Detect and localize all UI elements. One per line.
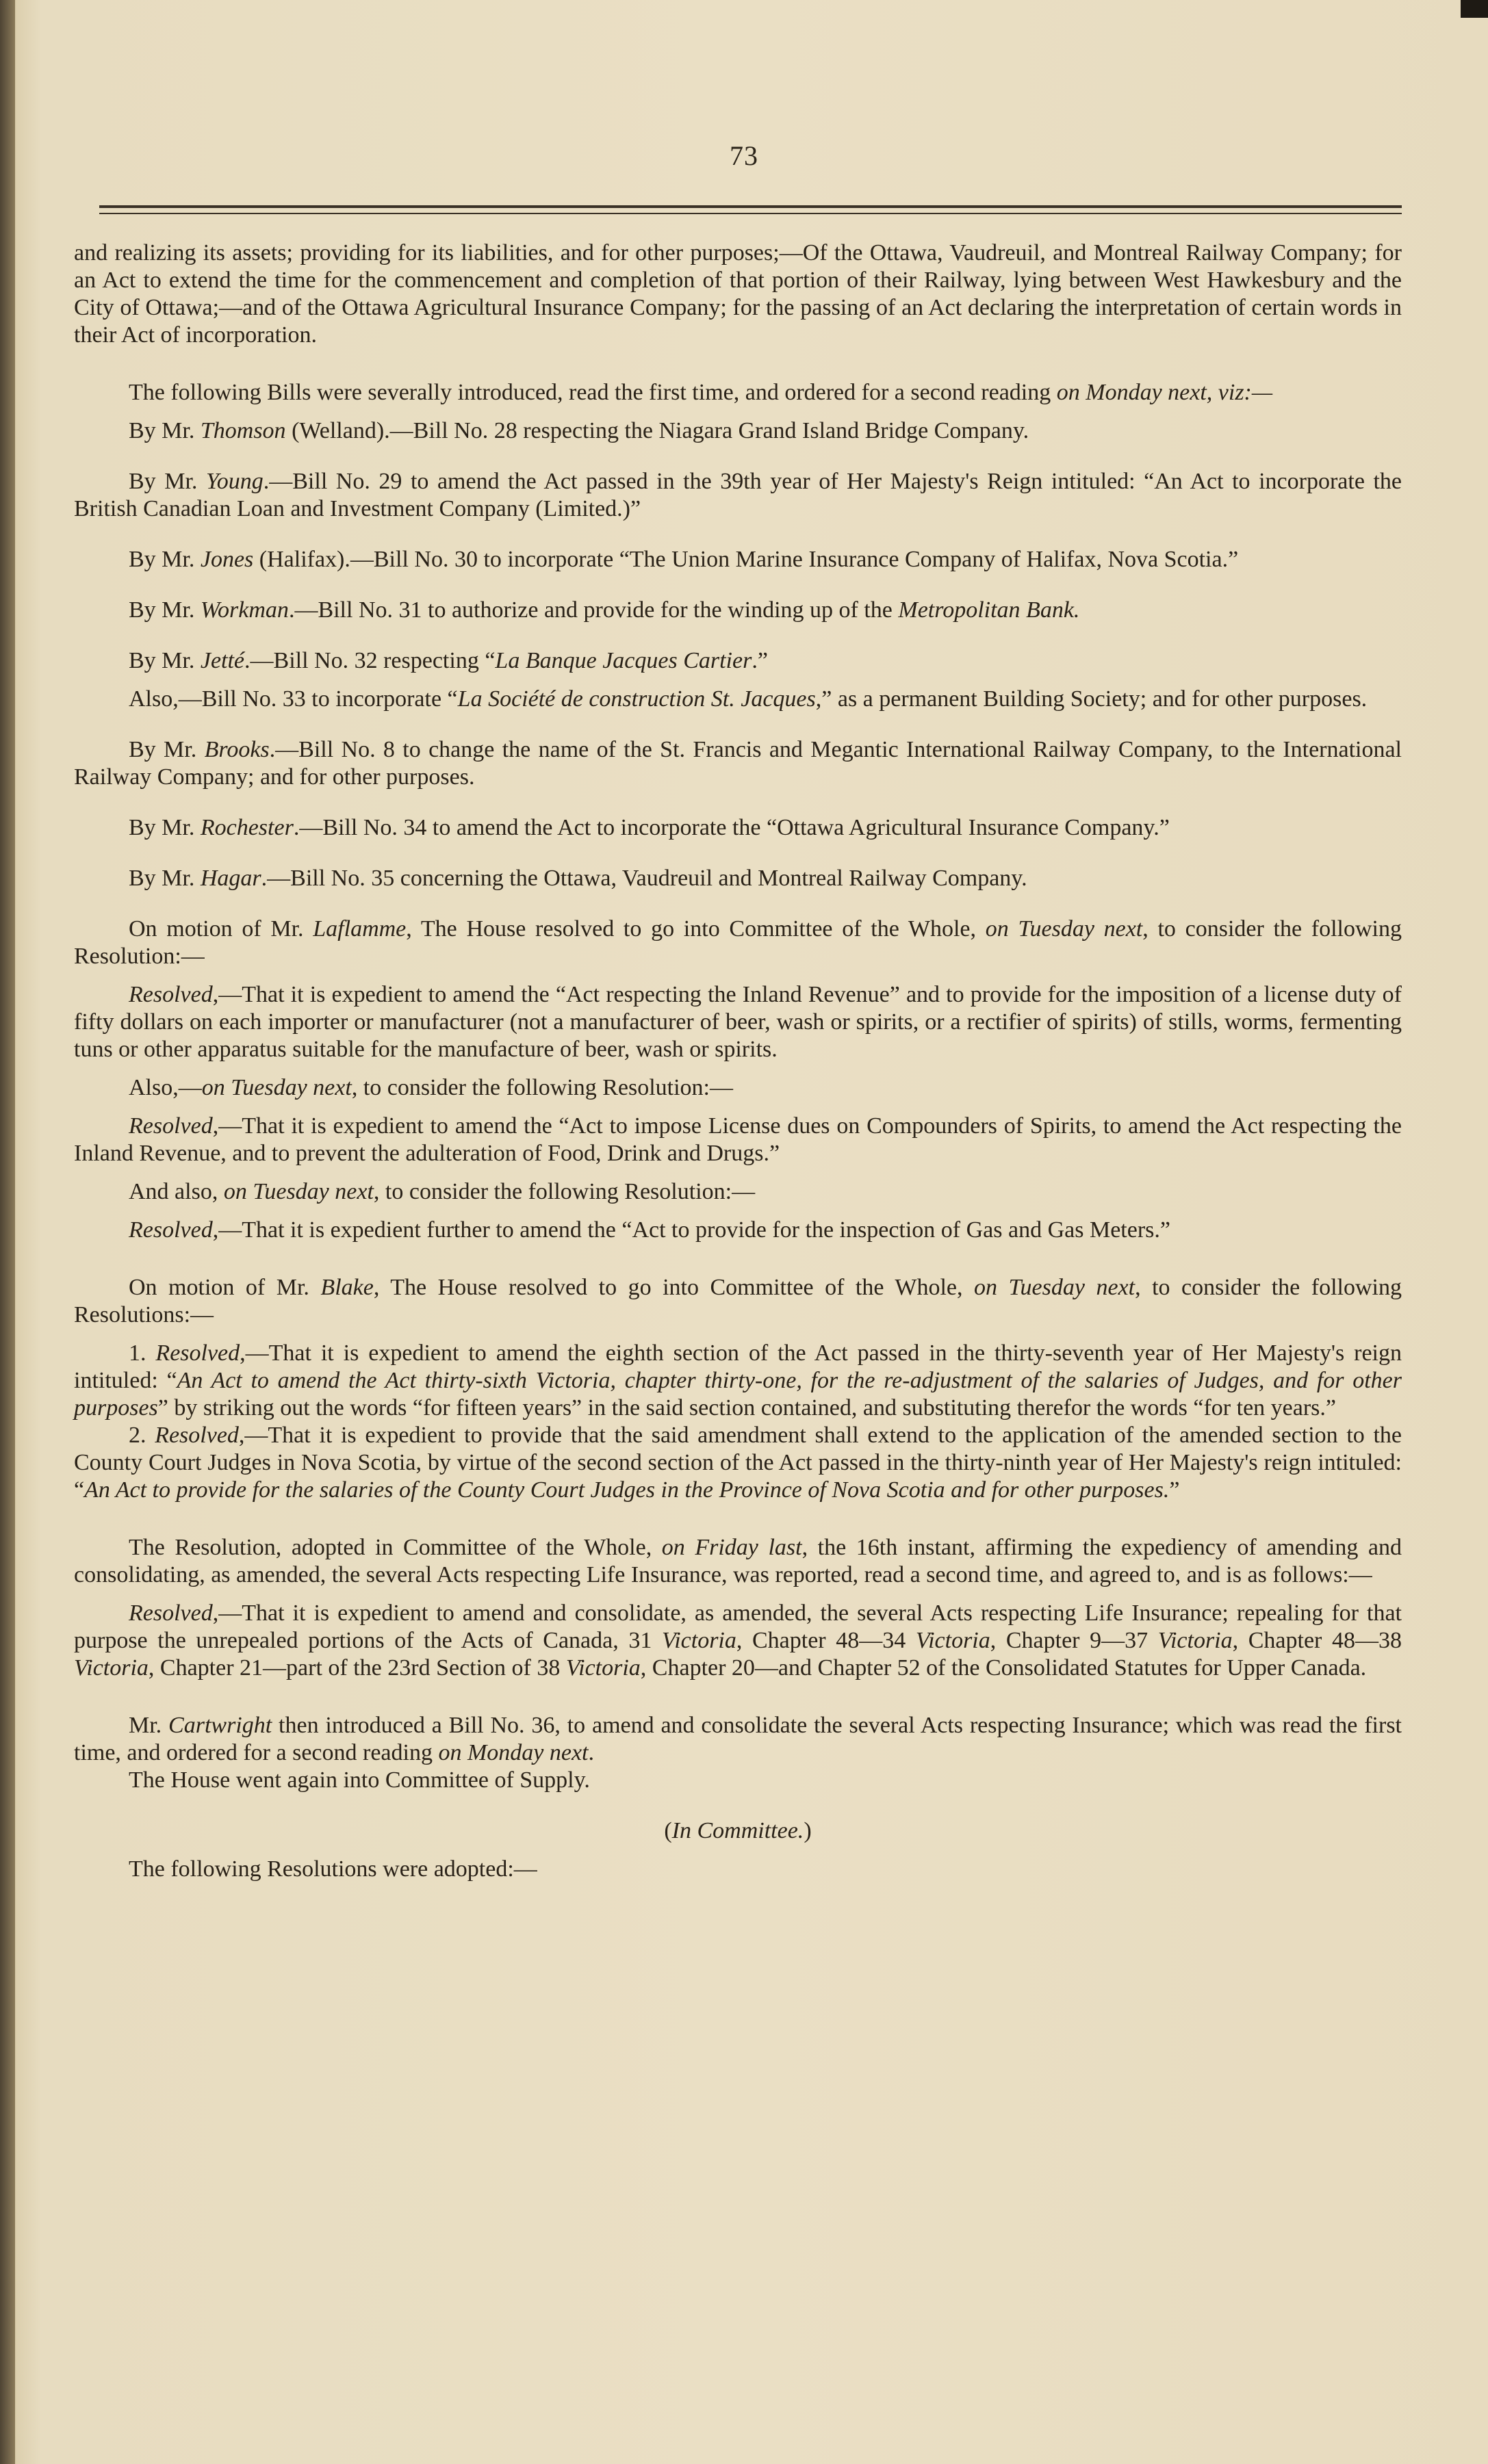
text-run: .—Bill No. 32 respecting “ [244, 648, 496, 673]
text-run: then introduced a Bill No. 36, to amend and consolidate the several Acts respecting Insurance; which was read the first time, and ordered for a second reading [74, 1713, 1402, 1765]
text-run: The Resolution, adopted in Committee of the Whole, [129, 1535, 662, 1560]
text-run: On motion of Mr. [129, 916, 313, 942]
italic-text: Resolved [129, 982, 213, 1007]
text-run: , Chapter 48—34 [736, 1628, 916, 1653]
text-run: .—Bill No. 34 to amend the Act to incorporate the “Ottawa Agricultural Insurance Company.” [293, 815, 1170, 840]
text-run: Also,—Bill No. 33 to incorporate “ [129, 686, 458, 712]
text-run: (Welland).—Bill No. 28 respecting the Niagara Grand Island Bridge Company. [285, 418, 1029, 443]
page-corner-shadow [1461, 0, 1488, 18]
italic-text: Resolved [155, 1340, 240, 1366]
italic-text: on Monday next [438, 1740, 589, 1765]
text-run: ,—That it is expedient to amend the “Act respecting the Inland Revenue” and to provide for the imposition of a license duty of fifty dollars on each importer or manufacturer (not a manufacturer of beer, wash or spirits, or a rectifier of spirits) of stills, worms, fermenting tuns or other apparatus suitable for the manufacture of beer, wash or spirits. [74, 982, 1402, 1062]
paragraph [74, 239, 1402, 349]
paragraph [74, 647, 1402, 675]
binding-edge [0, 0, 15, 2464]
paragraph [74, 1178, 1402, 1206]
text-run: , The House resolved to go into Committee of the Whole, [406, 916, 986, 942]
text-run: By Mr. [129, 815, 201, 840]
italic-text: Victoria [661, 1628, 736, 1653]
paragraph [74, 1340, 1402, 1422]
italic-text: Victoria [915, 1628, 990, 1653]
italic-text: on Monday next, viz:— [1056, 380, 1273, 405]
text-run: ( [664, 1818, 672, 1843]
paragraph [74, 1217, 1402, 1244]
text-run: By Mr. [129, 469, 206, 494]
italic-text: Jetté [200, 648, 245, 673]
paragraph [74, 736, 1402, 791]
text-run: .” [752, 648, 768, 673]
paragraph [74, 379, 1402, 406]
paragraph [74, 981, 1402, 1063]
text-run: ) [804, 1818, 812, 1843]
text-run: The House went again into Committee of Supply. [129, 1767, 590, 1793]
text-run: ,” as a permanent Building Society; and for other purposes. [815, 686, 1368, 712]
italic-text: An Act to amend the Act thirty-sixth Victoria, chapter thirty-one, for the re-adjustment of the salaries of Judges, and for other purposes [74, 1368, 1402, 1421]
paragraph [74, 417, 1402, 445]
italic-text: Brooks [204, 737, 270, 762]
italic-text: on Tuesday next [201, 1075, 352, 1100]
text-run: On motion of Mr. [129, 1275, 321, 1300]
text-run: By Mr. [129, 418, 201, 443]
italic-text: Young [205, 469, 264, 494]
paragraph [74, 916, 1402, 970]
paragraph [74, 546, 1402, 573]
italic-text: Metropolitan Bank. [898, 597, 1080, 623]
text-run: .—Bill No. 8 to change the name of the St. Francis and Megantic International Railway Company, to the International Railway Company; and for other purposes. [74, 737, 1402, 790]
italic-text: Victoria [565, 1655, 641, 1681]
italic-text: La Banque Jacques Cartier [495, 648, 752, 673]
paragraph [74, 1113, 1402, 1167]
text-run: (Halifax).—Bill No. 30 to incorporate “The Union Marine Insurance Company of Halifax, Nova Scotia.” [253, 547, 1239, 572]
italic-text: Resolved [129, 1113, 213, 1139]
text-run: Mr. [129, 1713, 169, 1738]
italic-text: Thomson [200, 418, 286, 443]
italic-text: Hagar [200, 866, 261, 891]
italic-text: on Tuesday next [223, 1179, 374, 1204]
italic-text: Resolved [155, 1423, 239, 1448]
italic-text: on Tuesday next [974, 1275, 1136, 1300]
paragraph [74, 468, 1402, 523]
text-run: By Mr. [129, 547, 201, 572]
header-rule-thin [99, 213, 1402, 214]
text-run: , to consider the following Resolution:— [351, 1075, 733, 1100]
text-run: , to consider the following Resolutions:— [74, 1275, 1402, 1327]
text-run: , Chapter 21—part of the 23rd Section of 38 [148, 1655, 566, 1681]
paragraph [74, 1600, 1402, 1682]
text-run: 2. [129, 1423, 155, 1448]
text-run: ,—That it is expedient to amend the eighth section of the Act passed in the thirty-seventh year of Her Majesty's reign intituled: “ [74, 1340, 1402, 1393]
text-run: And also, [129, 1179, 224, 1204]
italic-text: An Act to provide for the salaries of the County Court Judges in the Province of Nova Scotia and for other purposes. [84, 1477, 1170, 1503]
italic-text: Victoria [74, 1655, 149, 1681]
text-run: By Mr. [129, 648, 201, 673]
italic-text: Victoria [1157, 1628, 1233, 1653]
text-run: By Mr. [129, 597, 201, 623]
text-run: and realizing its assets; providing for its liabilities, and for other purposes;—Of the Ottawa, Vaudreuil, and Montreal Railway Company; for an Act to extend the time for the commencement and completion of that portion of their Railway, lying between West Hawkesbury and the City of Ottawa;—and of the Ottawa Agricultural Insurance Company; for the passing of an Act declaring the interpretation of certain words in their Act of incorporation. [74, 240, 1402, 348]
text-run: , Chapter 20—and Chapter 52 of the Consolidated Statutes for Upper Canada. [640, 1655, 1367, 1681]
italic-text: In Committee. [671, 1818, 804, 1843]
italic-text: Resolved [129, 1217, 213, 1243]
paragraph [74, 1817, 1402, 1845]
text-run: ” by striking out the words “for fifteen years” in the said section contained, and substituting therefor the words “for ten years.” [157, 1395, 1336, 1421]
italic-text: Cartwright [168, 1713, 272, 1738]
paragraph [74, 1767, 1402, 1794]
journal-body-text [74, 239, 1402, 1883]
text-run: , to consider the following Resolution:— [74, 916, 1402, 969]
text-run: .—Bill No. 35 concerning the Ottawa, Vaudreuil and Montreal Railway Company. [261, 866, 1027, 891]
text-run: , The House resolved to go into Committee of the Whole, [373, 1275, 974, 1300]
paragraph [74, 1274, 1402, 1329]
text-run: ,—That it is expedient to provide that the said amendment shall extend to the application of the amended section to the County Court Judges in Nova Scotia, by virtue of the second section of the Act passed in the thirty-ninth year of Her Majesty's reign intituled: “ [74, 1423, 1402, 1503]
paragraph [74, 1856, 1402, 1883]
text-run: ,—That it is expedient further to amend the “Act to provide for the inspection of Gas and Gas Meters.” [212, 1217, 1170, 1243]
text-run: , to consider the following Resolution:— [373, 1179, 756, 1204]
italic-text: on Friday last [661, 1535, 802, 1560]
paragraph [74, 686, 1402, 713]
text-run: , Chapter 9—37 [990, 1628, 1158, 1653]
text-run: , Chapter 48—38 [1232, 1628, 1402, 1653]
italic-text: Resolved [129, 1600, 213, 1626]
italic-text: on Tuesday next [985, 916, 1143, 942]
text-run: By Mr. [129, 737, 205, 762]
italic-text: La Société de construction St. Jacques [457, 686, 816, 712]
paragraph [74, 1712, 1402, 1767]
italic-text: Rochester [200, 815, 294, 840]
text-run: , the 16th instant, affirming the expediency of amending and consolidating, as amended, the several Acts respecting Life Insurance, was reported, read a second time, and agreed to, and is as follows:— [74, 1535, 1402, 1587]
text-run: Also,— [129, 1075, 202, 1100]
paragraph [74, 1074, 1402, 1102]
italic-text: Blake [320, 1275, 374, 1300]
text-run: 1. [129, 1340, 156, 1366]
page-number: 73 [730, 140, 758, 171]
text-run: The following Bills were severally introduced, read the first time, and ordered for a second reading [129, 380, 1057, 405]
text-run: ,—That it is expedient to amend the “Act to impose License dues on Compounders of Spirits, to amend the Act respecting the Inland Revenue, and to prevent the adulteration of Food, Drink and Drugs.” [74, 1113, 1402, 1166]
header-rule [99, 205, 1402, 208]
text-run: The following Resolutions were adopted:— [129, 1856, 537, 1882]
paragraph [74, 865, 1402, 892]
text-run: .—Bill No. 31 to authorize and provide for the winding up of the [288, 597, 899, 623]
italic-text: Workman [200, 597, 289, 623]
paragraph [74, 597, 1402, 624]
text-run: . [588, 1740, 594, 1765]
paragraph [74, 1534, 1402, 1589]
italic-text: Laflamme [313, 916, 407, 942]
text-run: ” [1169, 1477, 1180, 1503]
text-run: .—Bill No. 29 to amend the Act passed in the 39th year of Her Majesty's Reign intituled: “An Act to incorporate the British Canadian Loan and Investment Company (Limited.)” [74, 469, 1402, 521]
text-run: By Mr. [129, 866, 201, 891]
paragraph [74, 814, 1402, 842]
text-run: ,—That it is expedient to amend and consolidate, as amended, the several Acts respecting Life Insurance; repealing for that purpose the unrepealed portions of the Acts of Canada, 31 [74, 1600, 1402, 1653]
italic-text: Jones [200, 547, 254, 572]
paragraph [74, 1422, 1402, 1504]
